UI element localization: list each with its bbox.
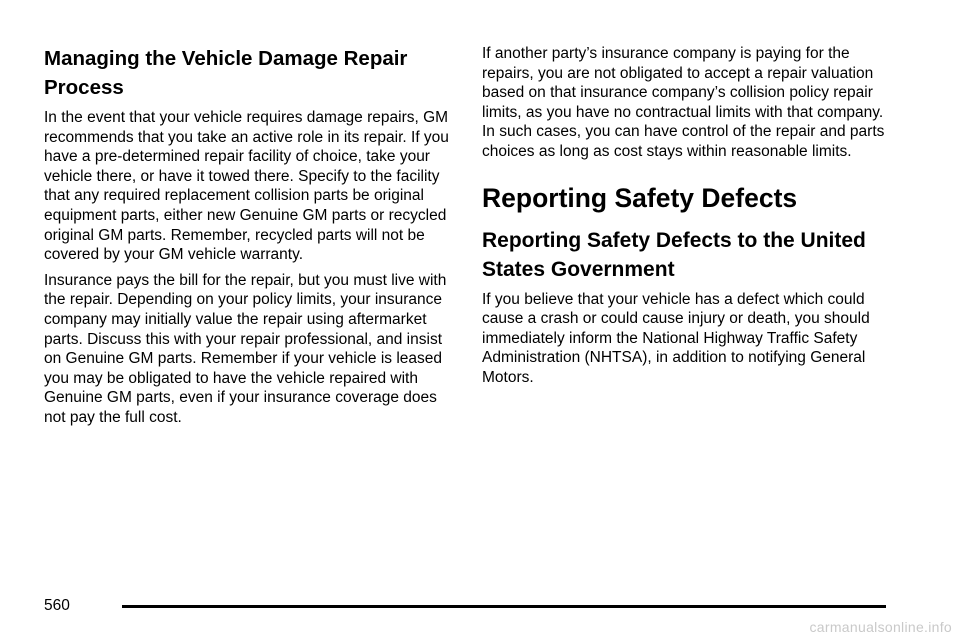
page-number: 560 [44,597,70,614]
watermark: carmanualsonline.info [809,619,952,635]
paragraph-another-party-insurance: If another party’s insurance company is paying for the repairs, you are not obligated to accept a repair valuation based on that insurance company’s collision policy repair limits, as you have no contractual limits with that company. In such cases, you can have control of the repair and parts choices as long as cost stays within reasonable limits. [482,45,885,160]
paragraph-nhtsa-notice: If you believe that your vehicle has a defect which could cause a crash or could cause injury or death, you should immediately inform the National Highway Traffic Safety Administration (NHTSA), in addition to notifying General Motors. [482,290,870,386]
left-column [44,44,449,434]
footer-divider [122,605,886,608]
section-title-reporting-safety-defects: Reporting Safety Defects [482,182,798,213]
paragraph-repair-facility: In the event that your vehicle requires damage repairs, GM recommends that you take an active role in its repair. If you have a pre-determined repair facility of choice, take your vehicle there, or have it towed there. Specify to the facility that any required replacement collision parts be original equipment parts, either new Genuine GM parts or recycled original GM parts. Remember, recycled parts will not be covered by your GM vehicle warranty. [44,109,449,264]
heading-vehicle-damage-repair: Managing the Vehicle Damage Repair Process [44,47,408,99]
heading-reporting-to-government: Reporting Safety Defects to the United States Government [482,228,866,281]
right-column [482,44,897,388]
page-footer [44,596,886,616]
paragraph-insurance-pays: Insurance pays the bill for the repair, but you must live with the repair. Depending on your policy limits, your insurance company may initially value the repair using aftermarket parts. Discuss this with your repair professional, and insist on Genuine GM parts. Remember if your vehicle is leased you may be obligated to have the vehicle repaired with Genuine GM parts, even if your insurance coverage does not pay the full cost. [44,271,447,426]
